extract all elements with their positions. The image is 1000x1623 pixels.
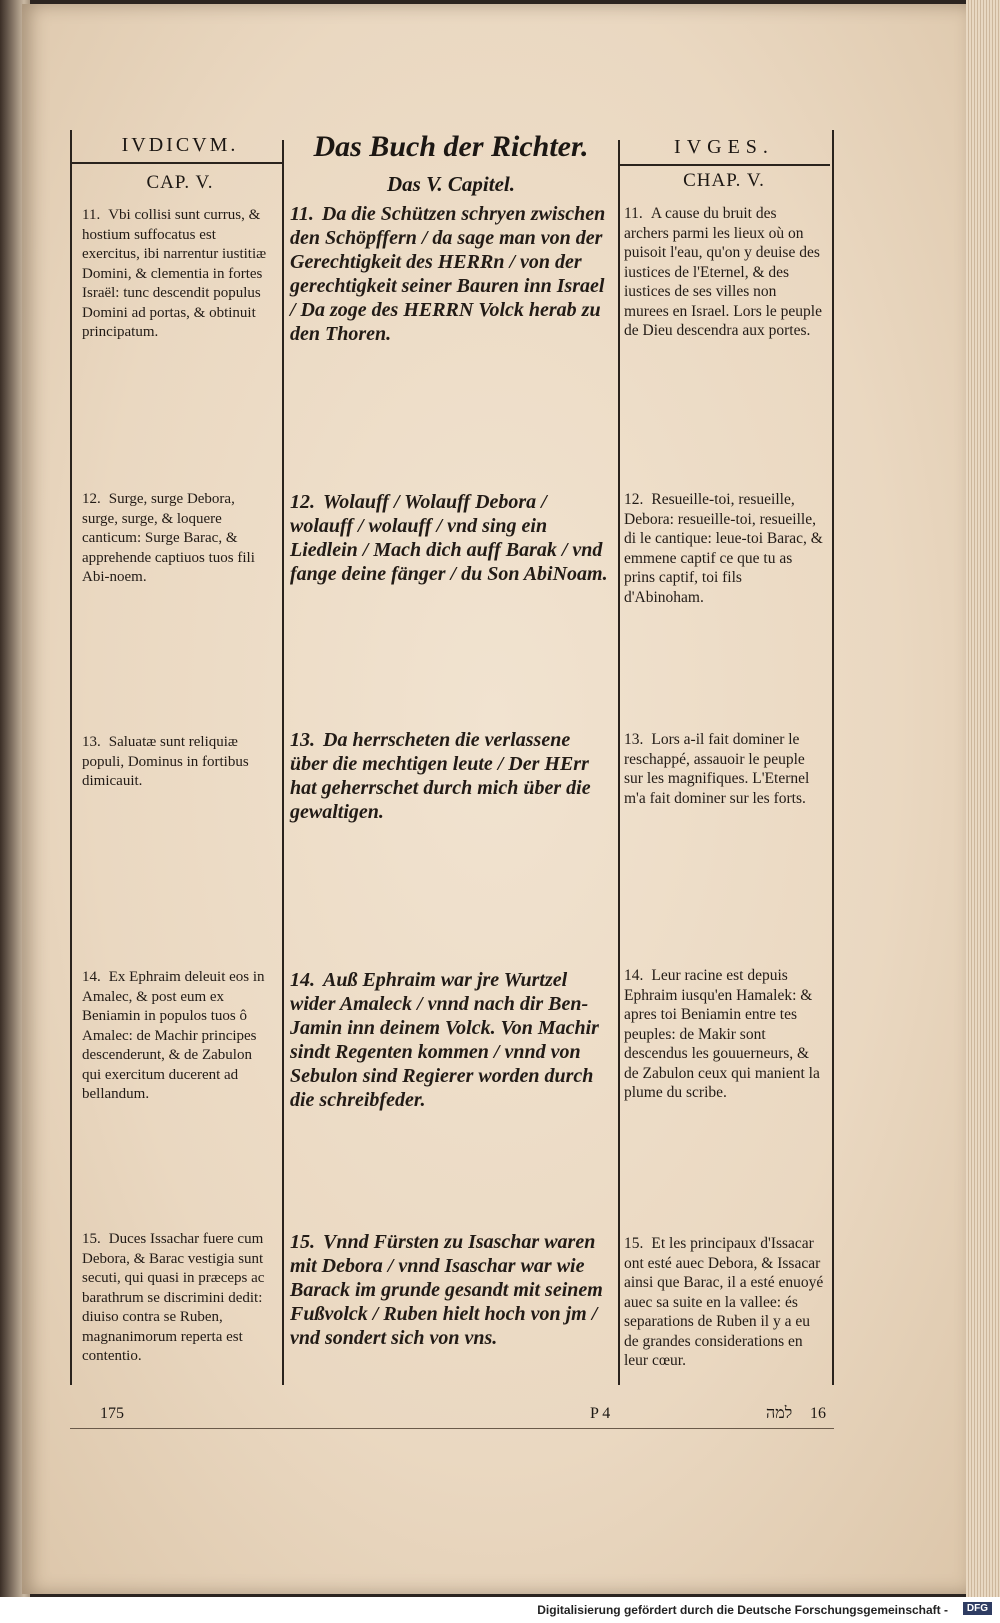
verse-text: Vbi collisi sunt currus, & hostium suffocatus est exercitus, ibi narrentur iustitiæ Domini, & clementia in fortes Israël: tunc descendit populus Domini ad portas, & obtinuit principatum. (82, 207, 267, 340)
footer-page-number-left: 175 (100, 1405, 124, 1422)
verse-number: 14. (82, 969, 101, 985)
verse-number: 12. (82, 491, 101, 507)
verse-text: Ex Ephraim deleuit eos in Amalec, & post eum ex Beniamin in populos tuos ô Amalec: de Machir principes descenderunt, & de Zabulon qui exercitum ducerent ad bellandum. (82, 969, 265, 1102)
verse-11-latin (82, 206, 272, 343)
verse-number: 13. (82, 734, 101, 750)
verse-text: A cause du bruit des archers parmi les lieux où on puisoit l'eau, qu'on y deuise des iustices de l'Eternel, & des iustices de ses villes non murees en Israel. Lors le peuple de Dieu descendra aux portes. (624, 205, 822, 339)
page-edge (966, 0, 1000, 1600)
footer-page-number-right: 16 (810, 1405, 826, 1422)
verse-number: 14. (624, 967, 644, 984)
verse-number: 15. (290, 1231, 315, 1253)
verse-13-french (624, 730, 824, 808)
dfg-logo: DFG (963, 1602, 992, 1615)
verse-11-german (290, 202, 612, 346)
verse-12-french (624, 490, 824, 607)
chapter-french: CHAP. V. (683, 170, 765, 191)
verse-11-french (624, 204, 824, 341)
verse-text: Surge, surge Debora, surge, surge, & loquere canticum: Surge Barac, & apprehende captiuos tuos fili Abi-noem. (82, 491, 255, 585)
verse-number: 13. (624, 731, 644, 748)
verse-number: 11. (82, 207, 101, 223)
verse-text: Duces Issachar fuere cum Debora, & Barac vestigia sunt secuti, qui quasi in præceps ac barathrum se discrimini dedit: diuiso contra se Ruben, magnanimorum reperta est contentio. (82, 1231, 265, 1364)
column-divider-left (282, 140, 284, 1385)
verse-number: 11. (624, 205, 643, 222)
verse-12-latin (82, 490, 272, 588)
verse-text: Da herrscheten die verlassene über die mechtigen leute / Der HErr hat geherrschet durch mich über die gewaltigen. (290, 729, 591, 823)
verse-text: Lors a-il fait dominer le reschappé, assauoir le peuple sur les magnifiques. L'Eternel m'a fait dominer sur les forts. (624, 731, 810, 807)
verse-number: 14. (290, 969, 315, 991)
verse-text: Saluatæ sunt reliquiæ populi, Dominus in fortibus dimicauit. (82, 734, 249, 789)
verse-15-latin (82, 1230, 272, 1367)
verse-number: 11. (290, 203, 314, 225)
verse-text: Wolauff / Wolauff Debora / wolauff / wolauff / vnd sing ein Liedlein / Mach dich auff Barak / vnd fange deine fänger / du Son AbiNoam. (290, 491, 608, 585)
verse-14-german (290, 968, 612, 1112)
verse-number: 15. (82, 1231, 101, 1247)
verse-15-french (624, 1234, 824, 1371)
verse-number: 13. (290, 729, 315, 751)
verse-text: Leur racine est depuis Ephraim iusqu'en Hamalek: & apres toi Beniamin entre tes peuples: de Makir sont descendus les gouuerneurs, & de Zabulon ceux qui manient la plume du scribe. (624, 967, 820, 1101)
verse-14-french (624, 966, 824, 1103)
header-french: IVGES. (674, 136, 774, 158)
verse-text: Vnnd Fürsten zu Isaschar waren mit Debora / vnnd Isaschar war wie Barack im grunde gesandt mit seinem Fußvolck / Ruben hielt hoch von jm / vnd sondert sich von vns. (290, 1231, 603, 1349)
verse-14-latin (82, 968, 272, 1105)
header-rule-french (620, 164, 830, 166)
footer-hebrew-catchword: למה (766, 1405, 793, 1422)
column-divider-right (618, 140, 620, 1385)
verse-13-latin (82, 733, 272, 792)
verse-text: Resueille-toi, resueille, Debora: resueille-toi, resueille, di le cantique: leue-toi Barac, & emmene captif ce que tu as prins captif, toi fils d'Abinoham. (624, 491, 823, 606)
verse-text: Da die Schützen schryen zwischen den Schöpffern / da sage man von der Gerechtigkeit des HERRn / von der gerechtigkeit seiner Bauren inn Israel / Da zoge des HERRN Volck herab zu den Thoren. (290, 203, 606, 345)
digitization-credit-bar (0, 1597, 1000, 1623)
header-latin: IVDICVM. (121, 134, 239, 156)
verse-number: 12. (290, 491, 315, 513)
chapter-german: Das V. Capitel. (387, 172, 515, 196)
chapter-latin: CAP. V. (146, 172, 214, 193)
verse-15-german (290, 1230, 612, 1350)
footer-rule (70, 1428, 834, 1429)
header-rule-latin (72, 162, 282, 164)
verse-number: 12. (624, 491, 644, 508)
verse-text: Et les principaux d'Issacar ont esté auec Debora, & Issacar ainsi que Barac, il a esté enuoyé auec sa suite en la vallee: és separations de Ruben il y a eu de grandes considerations en leur cœur. (624, 1235, 824, 1369)
verse-13-german (290, 728, 612, 824)
footer-signature: P 4 (590, 1405, 611, 1422)
verse-12-german (290, 490, 612, 586)
verse-number: 15. (624, 1235, 644, 1252)
header-german: Das Buch der Richter. (313, 130, 589, 163)
credit-text: Digitalisierung gefördert durch die Deutsche Forschungsgemeinschaft - (537, 1603, 948, 1617)
verse-text: Auß Ephraim war jre Wurtzel wider Amaleck / vnnd nach dir Ben-Jamin inn deinem Volck. Von Machir sindt Regenten kommen / vnnd von Sebulon sind Regierer worden durch die schreibfeder. (290, 969, 599, 1111)
